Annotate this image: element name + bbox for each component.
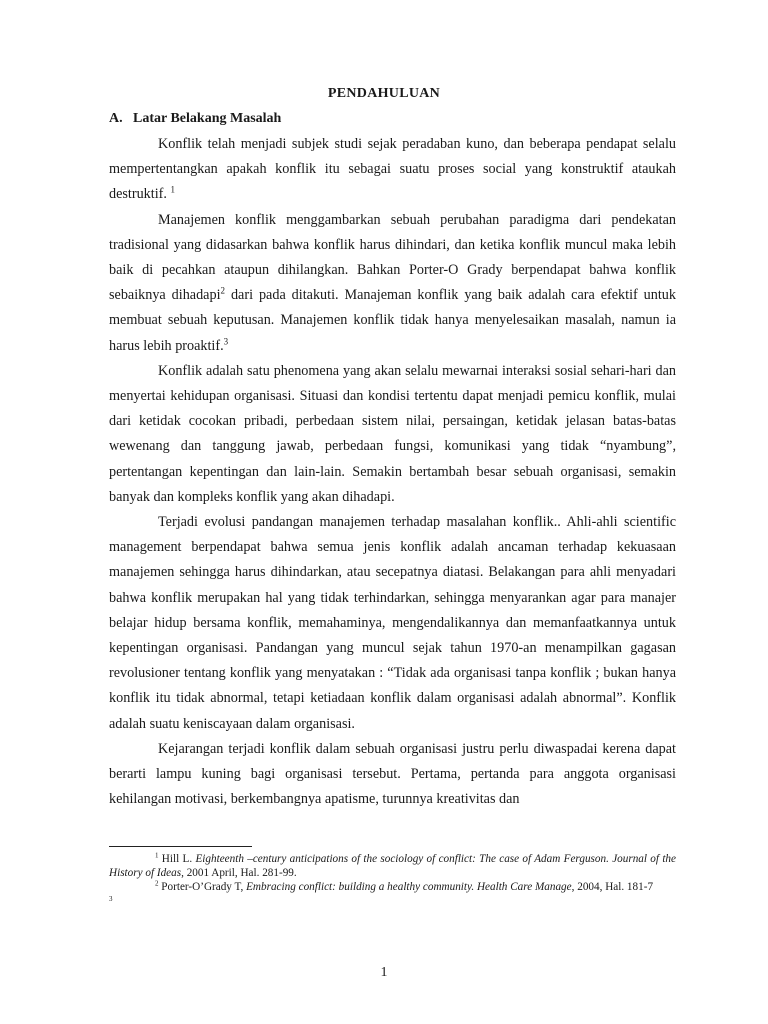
section-heading-text: Latar Belakang Masalah (133, 111, 282, 126)
footnote-ref-3: 3 (223, 335, 229, 346)
footnote-2-source: Embracing conflict: building a healthy community. Health Care Manage (246, 881, 572, 893)
footnote-ref-1: 1 (170, 184, 175, 195)
paragraph-2-text-b: dari pada ditakuti. Manajeman konflik yang baik adalah cara efektif untuk membuat sebuah keputusan. Manajemen konflik tidak hanya menyelesaikan masalah, namun ia harus lebih proaktif. (109, 287, 676, 354)
paragraph-5: Kejarangan terjadi konflik dalam sebuah organisasi justru perlu diwaspadai kerena dapat berarti lampu kuning bagi organisasi tersebut. Pertama, pertanda para anggota organisasi kehilangan motivasi, berkembangnya apatisme, turunnya kreativitas dan (109, 740, 676, 808)
footnote-separator (109, 846, 252, 847)
footnote-2 (109, 880, 676, 894)
paragraph-2-text-a: Manajemen konflik menggambarkan sebuah perubahan paradigma dari pendekatan tradisional yang didasarkan bahwa konflik harus dihindari, dan ketika konflik muncul maka lebih baik di pecahkan ataupun dihilangkan. Bahkan Porter-O Grady berpendapat bahwa konflik sebaiknya dihadapi (109, 211, 676, 304)
page-title: PENDAHULUAN (327, 86, 441, 101)
footnote-2-author: Porter-O’Grady T, (158, 881, 247, 893)
page-number: 1 (380, 965, 388, 980)
paragraph-3: Konflik adalah satu phenomena yang akan selalu mewarnai interaksi sosial sehari-hari dan menyertai kehidupan organisasi. Situasi dan kondisi tertentu dapat menjadi pemicu konflik, mulai dari ketidak cocokan pribadi, perbedaan sistem nilai, persaingan, ketidak jelasan batas-batas wewenang dan tanggung jawab, perbedaan fungsi, komunikasi yang tidak “nyambung”, pertentangan kepentingan dan lain-lain. Semakin bertambah besar sebuah organisasi, semakin banyak dan kompleks konflik yang akan dihadapi. (109, 362, 676, 505)
footnote-1-mark: 1 (155, 851, 159, 860)
footnote-1-pages: 2001 April, Hal. 281-99. (183, 867, 297, 879)
paragraph-1 (109, 132, 676, 208)
paragraph-2 (109, 208, 676, 359)
paragraph-1-text: Konflik telah menjadi subjek studi sejak peradaban kuno, dan beberapa pendapat selalu mempertentangkan apakah konflik itu sebagai suatu proses social yang konstruktif ataukah destruktif. (109, 136, 676, 203)
footnote-3 (109, 894, 676, 904)
footnote-ref-2: 2 (220, 285, 226, 296)
body-text (109, 132, 676, 812)
section-number: A. (109, 111, 123, 126)
footnote-2-pages: , 2004, Hal. 181-7 (571, 881, 654, 893)
footnote-1 (109, 852, 676, 880)
section-heading (109, 111, 281, 127)
footnotes (109, 852, 676, 904)
footnote-1-author: Hill L. (158, 853, 196, 865)
footnote-2-mark: 2 (155, 879, 159, 888)
footnote-1-source: Eighteenth –century anticipations of the sociology of conflict: The case of Adam Ferguson. Journal of the History of Ideas, (109, 853, 676, 879)
footnote-3-mark: 3 (109, 895, 113, 903)
paragraph-4: Terjadi evolusi pandangan manajemen terhadap masalahan konflik.. Ahli-ahli scientific management berpendapat bahwa semua jenis konflik adalah ancaman terhadap kekuasaan manajemen sehingga harus dihindarkan, atau secepatnya diatasi. Belakangan para ahli menyadari bahwa konflik merupakan hal yang tidak terhindarkan, sehingga menyarankan agar para manajer belajar hidup bersama konflik, memahaminya, mengendalikannya dan memanfaatkannya untuk kepentingan organisasi. Pandangan yang muncul sejak tahun 1970-an menampilkan gagasan revolusioner tentang konflik yang menyatakan : “Tidak ada organisasi tanpa konflik ; bukan hanya konflik itu tidak abnormal, tetapi ketiadaan konflik dalam organisasi adalah abnormal”. Konflik adalah suatu keniscayaan dalam organisasi. (109, 514, 676, 732)
